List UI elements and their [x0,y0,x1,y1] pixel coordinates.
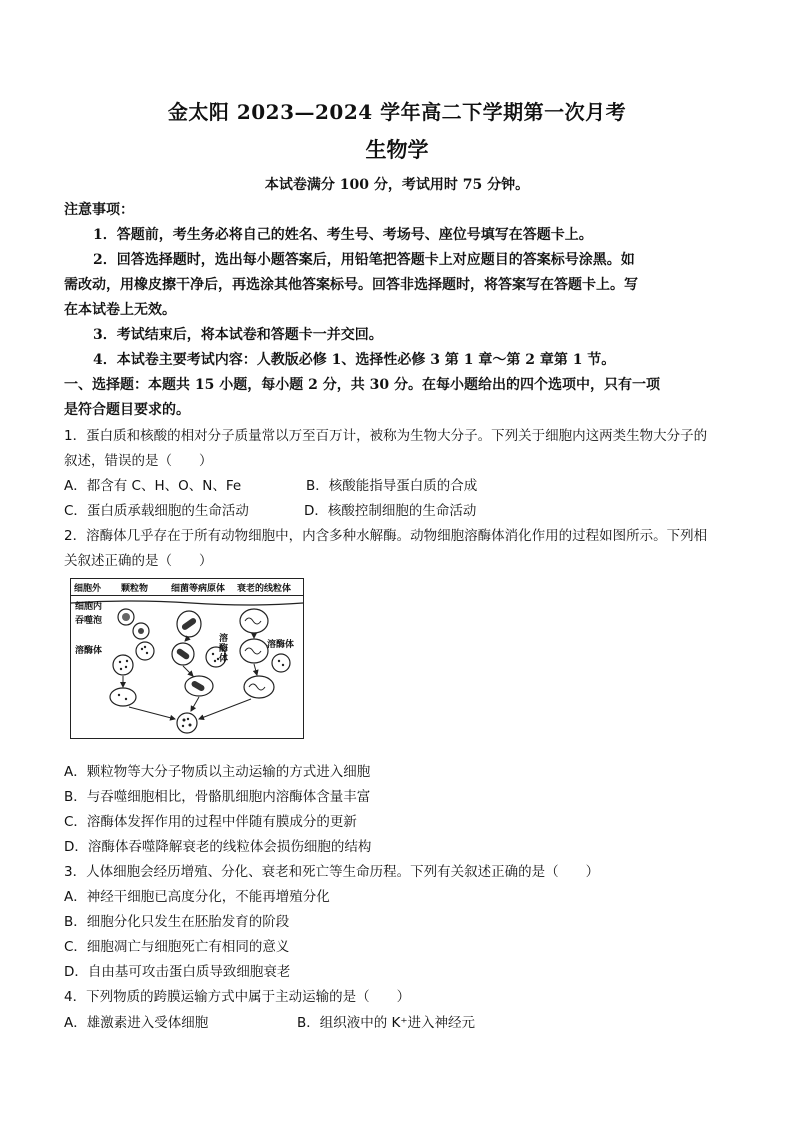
q2-option-d: D．溶酶体吞噬降解衰老的线粒体会损伤细胞的结构 [64,839,372,855]
fig-label-inside: 细胞内 [75,602,103,612]
q1-stem-line-2: 叙述，错误的是（ ） [64,453,213,469]
notes-heading: 注意事项： [64,202,134,218]
q3-option-a: A．神经干细胞已高度分化，不能再增殖分化 [64,889,330,905]
q1-option-a: A．都含有 C、H、O、N、Fe [64,478,242,494]
exam-info: 本试卷满分 100 分，考试用时 75 分钟。 [264,177,530,193]
q3-stem: 3．人体细胞会经历增殖、分化、衰老和死亡等生命历程。下列有关叙述正确的是（ ） [64,864,600,880]
fig-label-outside: 细胞外 [74,584,102,594]
q4-option-a: A．雄激素进入受体细胞 [64,1015,209,1031]
fig-label-phagosome: 吞噬泡 [75,616,103,626]
lysosome-diagram [71,579,303,738]
fig-label-particles: 颗粒物 [121,584,149,594]
lysosome-digestion-figure [70,578,304,739]
q2-option-c: C．溶酶体发挥作用的过程中伴随有膜成分的更新 [64,814,357,830]
note-2-line-1: 2．回答选择题时，选出每小题答案后，用铅笔把答题卡上对应题目的答案标号涂黑。如 [93,252,635,268]
q1-option-b: B．核酸能指导蛋白质的合成 [306,478,478,494]
section-1-heading-cont: 是符合题目要求的。 [64,402,190,418]
q1-option-d: D．核酸控制细胞的生命活动 [304,503,477,519]
q2-stem-line-2: 关叙述正确的是（ ） [64,553,213,569]
figure-header [71,579,303,596]
q1-option-c: C．蛋白质承载细胞的生命活动 [64,503,249,519]
note-4: 4．本试卷主要考试内容：人教版必修 1、选择性必修 3 第 1 章～第 2 章第 1 节。 [93,352,616,368]
note-3: 3．考试结束后，将本试卷和答题卡一并交回。 [93,327,383,343]
q2-stem-line-1: 2．溶酶体几乎存在于所有动物细胞中，内含多种水解酶。动物细胞溶酶体消化作用的过程如图所示。下列相 [64,528,708,544]
note-2-line-2: 需改动，用橡皮擦干净后，再选涂其他答案标号。回答非选择题时，将答案写在答题卡上。写 [64,277,638,293]
q4-stem: 4．下列物质的跨膜运输方式中属于主动运输的是（ ） [64,989,411,1005]
q1-stem-line-1: 1．蛋白质和核酸的相对分子质量常以万至百万计，被称为生物大分子。下列关于细胞内这两类生物大分子的 [64,428,708,444]
fig-label-lyso-3: 体 [219,654,229,664]
fig-label-lysosome-left: 溶酶体 [75,646,103,656]
q4-option-b: B．组织液中的 K⁺进入神经元 [297,1015,476,1031]
q2-option-b: B．与吞噬细胞相比，骨骼肌细胞内溶酶体含量丰富 [64,789,371,805]
q3-option-b: B．细胞分化只发生在胚胎发育的阶段 [64,914,290,930]
fig-label-pathogens: 细菌等病原体 [171,584,226,594]
fig-label-lyso-2: 酶 [219,644,229,654]
section-1-heading: 一、选择题：本题共 15 小题，每小题 2 分，共 30 分。在每小题给出的四个选项中，只有一项 [64,377,660,393]
q3-option-d: D．自由基可攻击蛋白质导致细胞衰老 [64,964,291,980]
q2-option-a: A．颗粒物等大分子物质以主动运输的方式进入细胞 [64,764,371,780]
q3-option-c: C．细胞凋亡与细胞死亡有相同的意义 [64,939,290,955]
note-2-line-3: 在本试卷上无效。 [64,302,176,318]
fig-label-lyso-1: 溶 [219,634,229,644]
fig-label-lysosome-right: 溶酶体 [267,640,295,650]
exam-title: 金太阳 2023—2024 学年高二下学期第一次月考 [167,100,627,124]
subject-title: 生物学 [365,137,429,162]
fig-label-old-mitochondria: 衰老的线粒体 [237,584,292,594]
note-1: 1．答题前，考生务必将自己的姓名、考生号、考场号、座位号填写在答题卡上。 [93,227,593,243]
